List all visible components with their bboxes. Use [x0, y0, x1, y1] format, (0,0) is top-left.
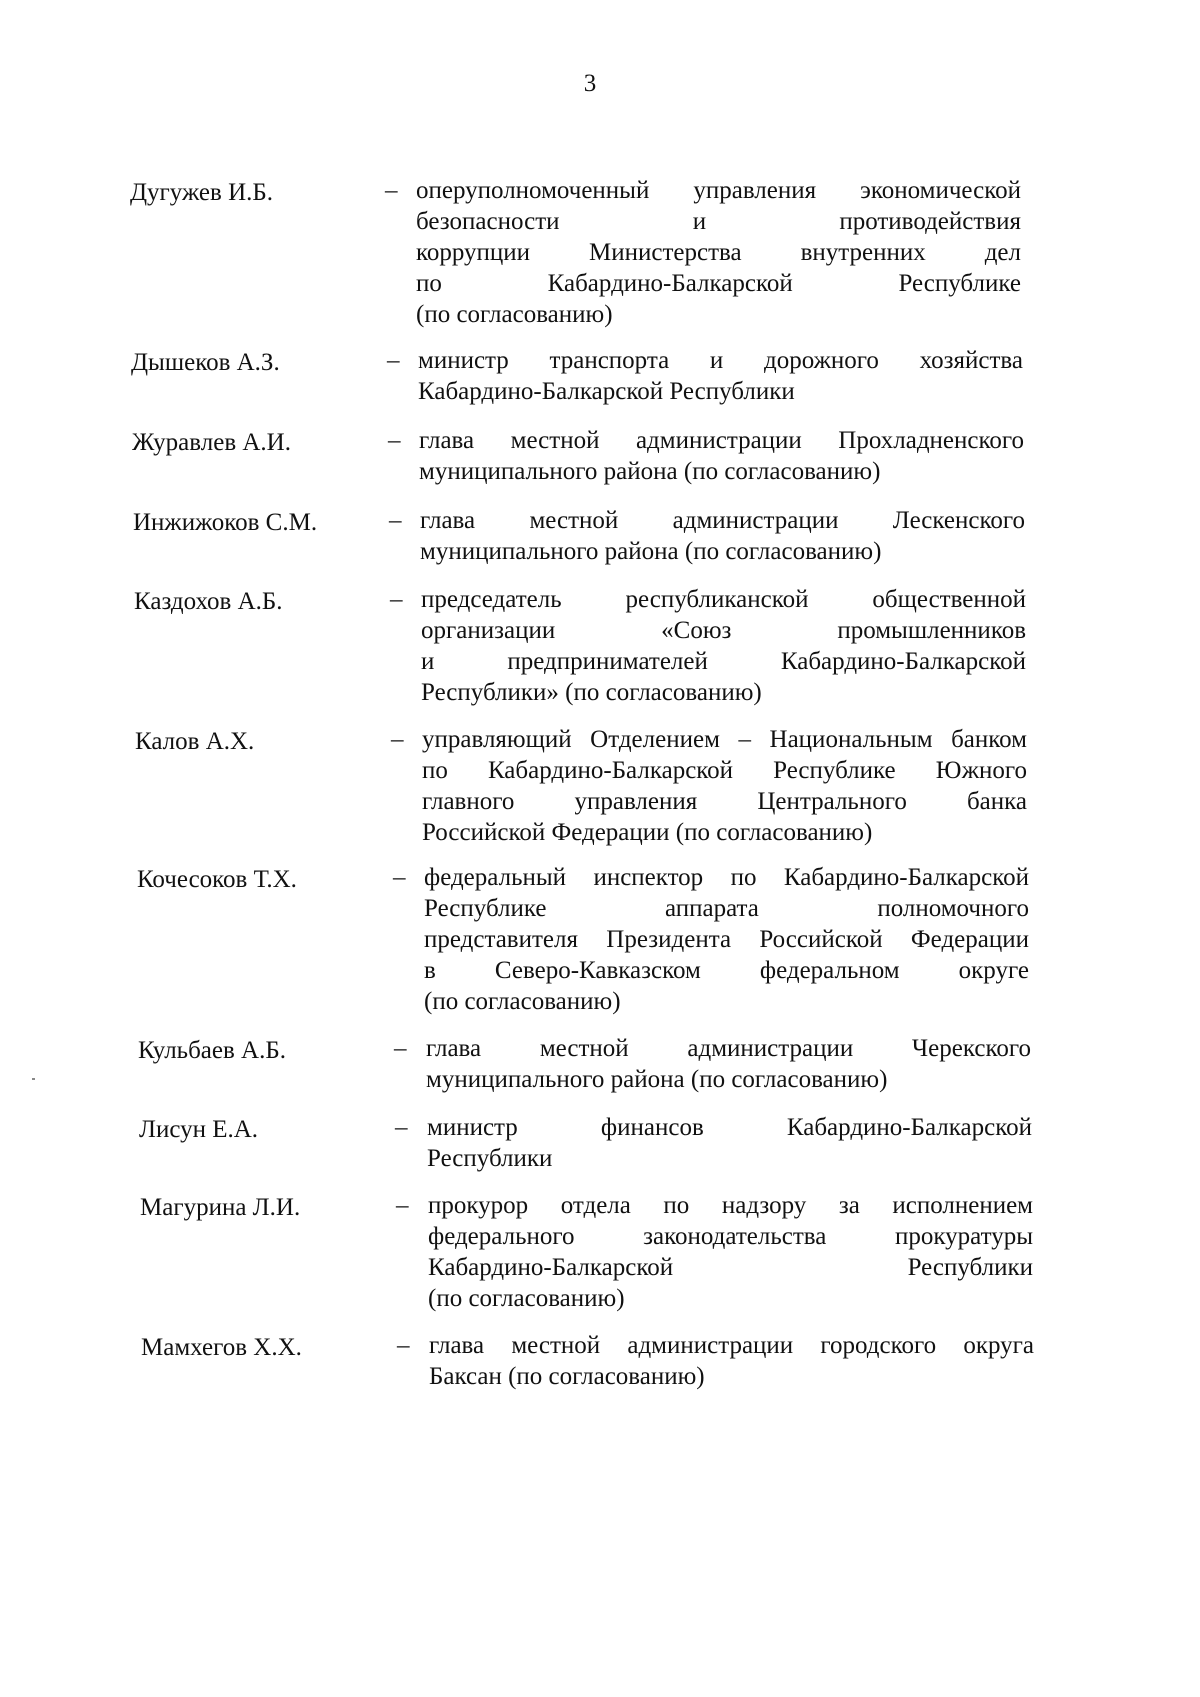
position-line: безопасности и противодействия: [416, 208, 1021, 235]
member-position: [416, 175, 1021, 330]
member-position: [424, 862, 1029, 1017]
position-line: Российской Федерации (по согласованию): [422, 819, 873, 846]
position-line: федерального законодательства прокуратуры: [428, 1223, 1033, 1250]
dash-separator: –: [385, 177, 398, 204]
position-line: Республики: [427, 1145, 553, 1172]
dash-separator: –: [397, 1332, 410, 1359]
position-line: Республике аппарата полномочного: [424, 895, 1029, 922]
position-line: и предпринимателей Кабардино-Балкарской: [421, 648, 1026, 675]
member-name: Дугужев И.Б.: [130, 179, 273, 206]
member-name: Магурина Л.И.: [140, 1194, 301, 1221]
position-line: управляющий Отделением – Национальным банком: [422, 726, 1027, 753]
position-line: председатель республиканской общественной: [421, 586, 1026, 613]
position-line: министр транспорта и дорожного хозяйства: [418, 347, 1023, 374]
member-name: Мамхегов Х.Х.: [141, 1334, 302, 1361]
position-line: Баксан (по согласованию): [429, 1363, 705, 1390]
member-name: Лисун Е.А.: [139, 1116, 259, 1143]
position-line: оперуполномоченный управления экономической: [416, 177, 1021, 204]
dash-separator: –: [394, 1035, 407, 1062]
member-name: Кочесоков Т.Х.: [137, 866, 297, 893]
dash-separator: –: [396, 1192, 409, 1219]
position-line: (по согласованию): [428, 1285, 625, 1312]
position-line: в Северо-Кавказском федеральном округе: [424, 957, 1029, 984]
member-position: [426, 1033, 1031, 1095]
dash-separator: –: [387, 347, 400, 374]
position-line: главного управления Центрального банка: [422, 788, 1027, 815]
position-line: глава местной администрации Черекского: [426, 1035, 1031, 1062]
dash-separator: –: [390, 586, 403, 613]
position-line: федеральный инспектор по Кабардино-Балкарской: [424, 864, 1029, 891]
position-line: министр финансов Кабардино-Балкарской: [427, 1114, 1032, 1141]
dash-separator: –: [395, 1114, 408, 1141]
page-number: 3: [583, 70, 597, 97]
position-line: муниципального района (по согласованию): [426, 1066, 888, 1093]
member-position: [421, 584, 1026, 708]
position-line: Кабардино-Балкарской Республики: [428, 1254, 1033, 1281]
dash-separator: –: [389, 507, 402, 534]
position-line: муниципального района (по согласованию): [420, 538, 882, 565]
position-line: по Кабардино-Балкарской Республике: [416, 270, 1021, 297]
member-position: [420, 505, 1025, 567]
member-position: [427, 1112, 1032, 1174]
member-position: [419, 425, 1024, 487]
dash-separator: –: [388, 427, 401, 454]
position-line: представителя Президента Российской Федерации: [424, 926, 1029, 953]
dash-separator: –: [391, 726, 404, 753]
position-line: по Кабардино-Балкарской Республике Южного: [422, 757, 1027, 784]
member-name: Инжижоков С.М.: [133, 509, 318, 536]
member-name: Дышеков А.З.: [131, 349, 280, 376]
member-position: [422, 724, 1027, 848]
member-position: [428, 1190, 1033, 1314]
position-line: глава местной администрации городского округа: [429, 1332, 1034, 1359]
position-line: глава местной администрации Прохладненского: [419, 427, 1024, 454]
position-line: муниципального района (по согласованию): [419, 458, 881, 485]
scan-speck: [32, 1078, 35, 1080]
position-line: глава местной администрации Лескенского: [420, 507, 1025, 534]
position-line: Республики» (по согласованию): [421, 679, 762, 706]
member-name: Калов А.Х.: [135, 728, 255, 755]
member-name: Каздохов А.Б.: [134, 588, 283, 615]
member-name: Кульбаев А.Б.: [138, 1037, 286, 1064]
member-position: [418, 345, 1023, 407]
position-line: (по согласованию): [416, 301, 613, 328]
position-line: Кабардино-Балкарской Республики: [418, 378, 795, 405]
member-name: Журавлев А.И.: [132, 429, 291, 456]
position-line: организации «Союз промышленников: [421, 617, 1026, 644]
dash-separator: –: [393, 864, 406, 891]
position-line: (по согласованию): [424, 988, 621, 1015]
position-line: коррупции Министерства внутренних дел: [416, 239, 1021, 266]
position-line: прокурор отдела по надзору за исполнением: [428, 1192, 1033, 1219]
member-position: [429, 1330, 1034, 1392]
